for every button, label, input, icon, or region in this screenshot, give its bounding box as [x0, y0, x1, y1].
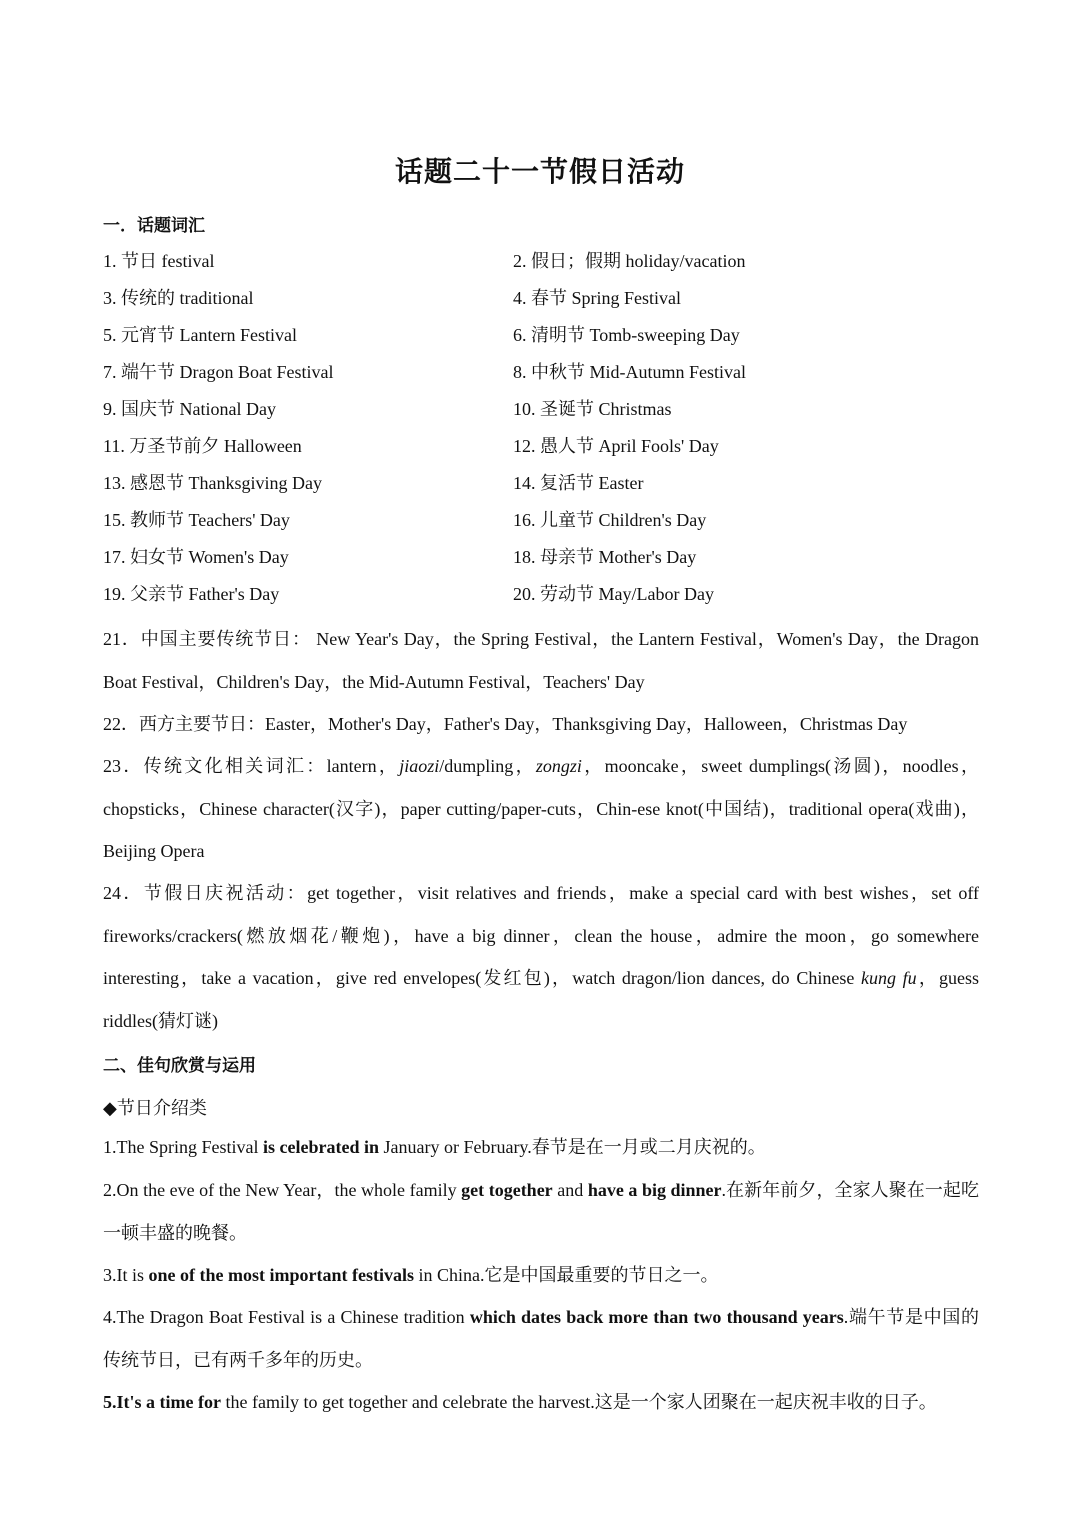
vocab-row [103, 241, 983, 278]
text-span: 2.On the eve of the New Year，the whole family [103, 1180, 462, 1200]
text-span: in China.它是中国最重要的节日之一。 [413, 1265, 719, 1285]
bold-phrase: is celebrated in [263, 1137, 379, 1157]
text-span: ，guess riddles(猜灯谜) [103, 968, 979, 1031]
vocab-row [103, 352, 983, 389]
vocab-item: 12. 愚人节 April Fools' Day [513, 435, 719, 456]
italic-term: kung fu [860, 968, 917, 988]
sentence-5 [103, 1381, 979, 1424]
vocab-item: 15. 教师节 Teachers' Day [103, 509, 290, 530]
vocab-row [103, 278, 983, 315]
sentence-2 [103, 1169, 979, 1254]
vocab-row [103, 537, 983, 574]
bold-phrase: get together [461, 1180, 553, 1200]
bold-phrase: have a big dinner [587, 1180, 722, 1200]
vocab-item: 16. 儿童节 Children's Day [513, 509, 707, 530]
vocab-item: 1. 节日 festival [103, 250, 215, 271]
vocab-item: 20. 劳动节 May/Labor Day [513, 583, 714, 604]
bold-phrase: 5.It's a time for [103, 1392, 221, 1412]
vocab-row [103, 574, 983, 611]
vocabulary-list [103, 241, 983, 611]
text-span: January or February.春节是在一月或二月庆祝的。 [378, 1137, 766, 1157]
vocab-item: 11. 万圣节前夕 Halloween [103, 435, 302, 456]
vocab-item: 6. 清明节 Tomb-sweeping Day [513, 324, 740, 345]
vocab-item: 5. 元宵节 Lantern Festival [103, 324, 297, 345]
text-span: .在新年前夕，全家人聚在一起吃一顿丰盛的晚餐。 [103, 1180, 979, 1243]
item-23-culture-vocabulary [103, 745, 979, 873]
item-21-chinese-festivals: 21．中国主要传统节日： New Year's Day，the Spring Festival，the Lantern Festival，Women's Day，the Dragon Boat Festival，Children's Day，the Mid-Autumn Festival，Teachers' Day [103, 629, 979, 692]
vocab-item: 3. 传统的 traditional [103, 287, 254, 308]
subsection-festival-intro: ◆节日介绍类 [103, 1098, 207, 1118]
vocab-item: 4. 春节 Spring Festival [513, 287, 682, 308]
vocab-item: 10. 圣诞节 Christmas [513, 398, 672, 419]
page-title: 话题二十一节假日活动 [394, 155, 685, 188]
vocab-row [103, 315, 983, 352]
sentence-1 [103, 1126, 979, 1169]
vocab-item: 7. 端午节 Dragon Boat Festival [103, 361, 334, 382]
vocab-item: 19. 父亲节 Father's Day [103, 583, 280, 604]
text-span: 23．传统文化相关词汇：lantern， [103, 756, 400, 776]
vocab-item: 8. 中秋节 Mid-Autumn Festival [513, 361, 746, 382]
text-span: 3.It is [103, 1265, 149, 1285]
bold-phrase: which dates back more than two thousand years [469, 1307, 844, 1327]
section-heading-vocabulary: 一．话题词汇 [103, 216, 205, 236]
text-span: 4.The Dragon Boat Festival is a Chinese tradition [103, 1307, 470, 1327]
vocab-item: 14. 复活节 Easter [513, 472, 644, 493]
vocab-item: 2. 假日；假期 holiday/vacation [513, 250, 746, 271]
section-heading-sentences: 二、佳句欣赏与运用 [103, 1056, 256, 1076]
vocab-row [103, 500, 983, 537]
italic-term: jiaozi [399, 756, 440, 776]
text-span: .端午节是中国的传统节日，已有两千多年的历史。 [103, 1307, 980, 1370]
sentence-4 [103, 1296, 979, 1381]
text-span: ，mooncake，sweet dumplings(汤圆)，noodles，chopsticks，Chinese character(汉字)，paper cutting/paper-cuts，Chin-ese knot(中国结)，traditional opera(戏曲)，Beijing Opera [103, 756, 979, 861]
text-span: 1.The Spring Festival [103, 1137, 263, 1157]
vocab-item: 9. 国庆节 National Day [103, 398, 276, 419]
vocab-row [103, 426, 983, 463]
italic-term: zongzi [535, 756, 582, 776]
vocab-item: 13. 感恩节 Thanksgiving Day [103, 472, 322, 493]
text-span: 24．节假日庆祝活动：get together，visit relatives and friends，make a special card with best wishes，set off fireworks/crackers(燃放烟花/鞭炮)，have a big dinner，clean the house，admire the moon，go somewhere interesting，take a vacation，give red envelopes(发红包)，watch dragon/lion dances, do Chinese [103, 883, 979, 988]
vocab-item: 17. 妇女节 Women's Day [103, 546, 289, 567]
bold-phrase: one of the most important festivals [148, 1265, 414, 1285]
item-24-celebration-activities [103, 872, 979, 1042]
vocab-row [103, 463, 983, 500]
vocab-item: 18. 母亲节 Mother's Day [513, 546, 697, 567]
text-span: and [552, 1180, 588, 1200]
text-span: /dumpling， [439, 756, 536, 776]
sentence-3 [103, 1254, 979, 1297]
text-span: the family to get together and celebrate the harvest.这是一个家人团聚在一起庆祝丰收的日子。 [220, 1392, 937, 1412]
vocab-row [103, 389, 983, 426]
item-22-western-festivals: 22．西方主要节日：Easter，Mother's Day，Father's Day，Thanksgiving Day，Halloween，Christmas Day [103, 714, 908, 734]
